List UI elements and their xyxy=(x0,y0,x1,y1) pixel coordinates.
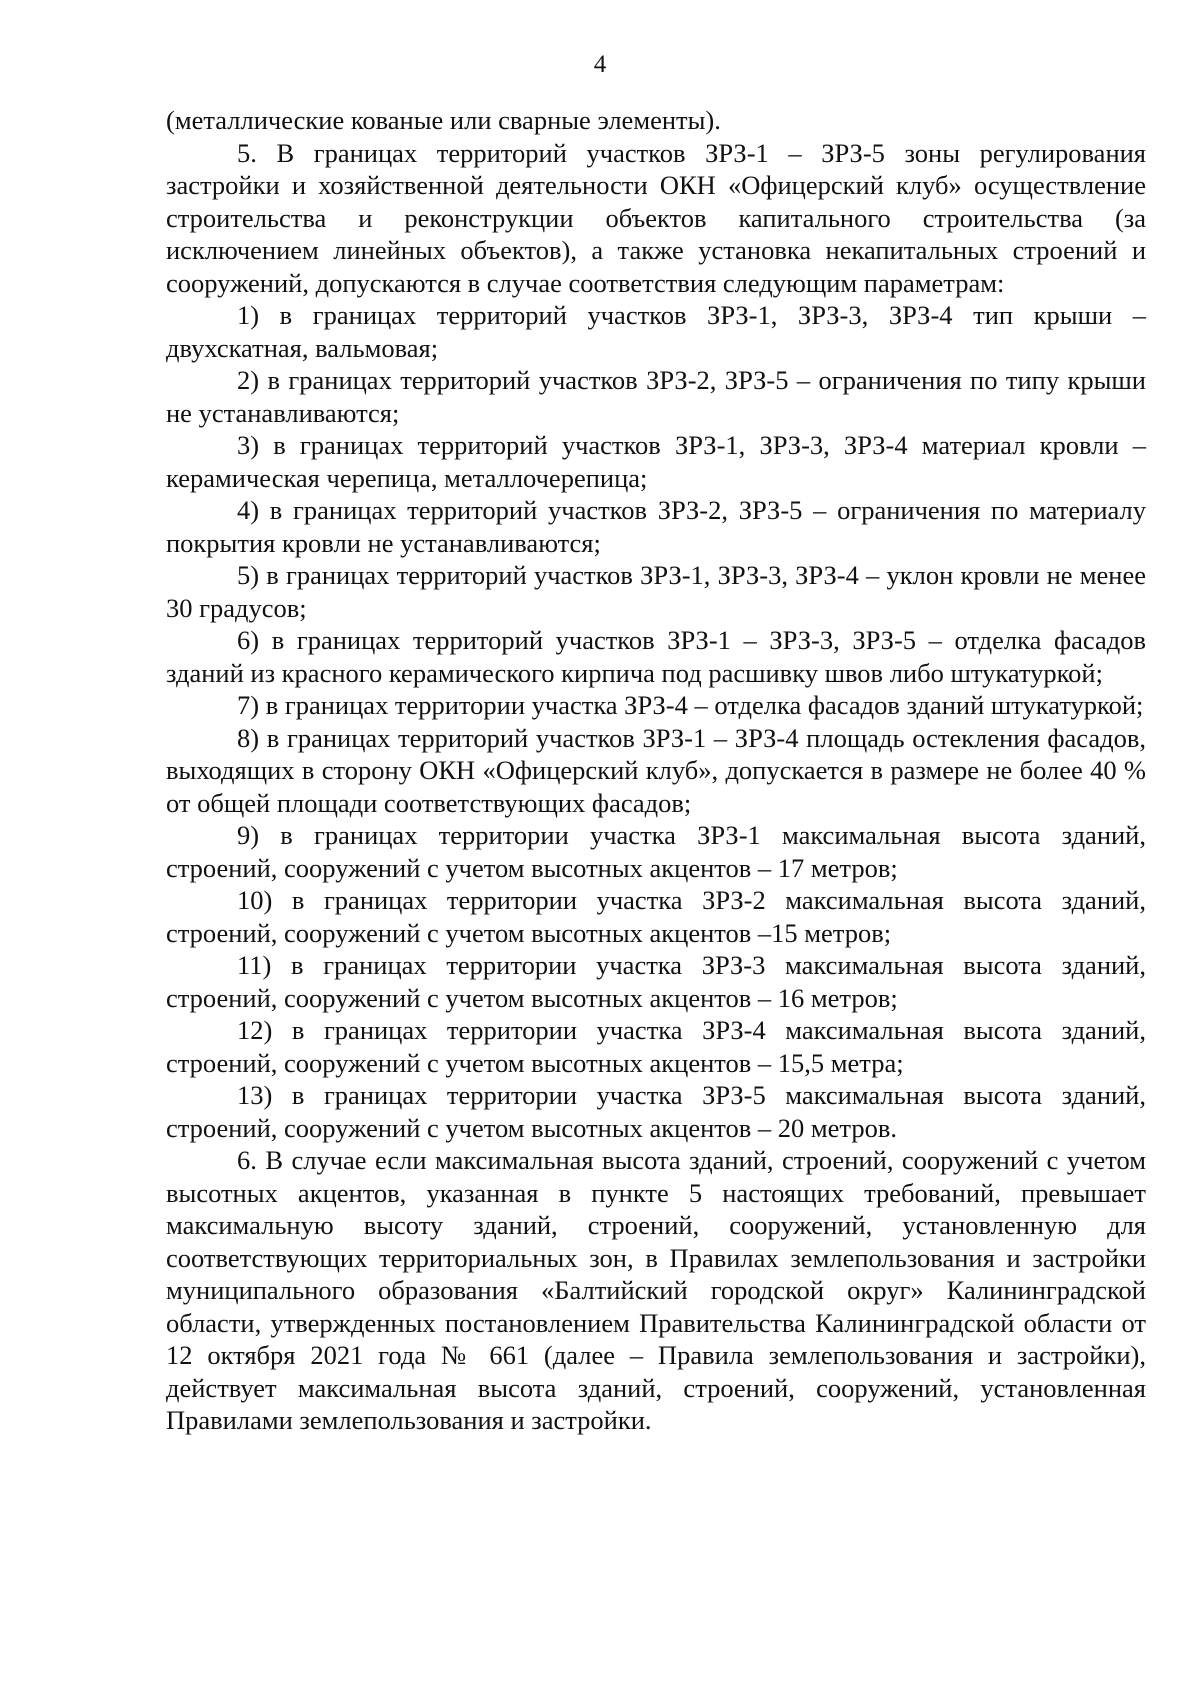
paragraph-item-6: 6. В случае если максимальная высота зданий, строений, сооружений с учетом высотных акцентов, указанная в пункте 5 настоящих требований, превышает максимальную высоту зданий, строений, сооружений, установленную для соответствующих территориальных зон, в Правилах землепользования и застройки муниципального образования «Балтийский городской округ» Калининградской области, утвержденных постановлением Правительства Калининградской области от 12 октября 2021 года № 661 (далее – Правила землепользования и застройки), действует максимальная высота зданий, строений, сооружений, установленная Правилами землепользования и застройки. xyxy=(166,1145,1146,1435)
page-number: 4 xyxy=(593,51,607,78)
paragraph-subitem-10: 10) в границах территории участка ЗРЗ-2 максимальная высота зданий, строений, сооружений с учетом высотных акцентов –15 метров; xyxy=(166,885,1146,948)
paragraph-item-5: 5. В границах территорий участков ЗРЗ-1 – ЗРЗ-5 зоны регулирования застройки и хозяйственной деятельности ОКН «Офицерский клуб» осуществление строительства и реконструкции объектов капитального строительства (за исключением линейных объектов), а также установка некапитальных строений и сооружений, допускаются в случае соответствия следующим параметрам: xyxy=(166,137,1146,298)
document-body xyxy=(166,104,1146,1437)
paragraph-subitem-4: 4) в границах территорий участков ЗРЗ-2, ЗРЗ-5 – ограничения по материалу покрытия кровли не устанавливаются; xyxy=(166,495,1146,558)
paragraph-subitem-7: 7) в границах территории участка ЗРЗ-4 – отделка фасадов зданий штукатуркой; xyxy=(237,690,1144,720)
paragraph-subitem-13: 13) в границах территории участка ЗРЗ-5 максимальная высота зданий, строений, сооружений с учетом высотных акцентов – 20 метров. xyxy=(166,1080,1146,1143)
paragraph-subitem-9: 9) в границах территории участка ЗРЗ-1 максимальная высота зданий, строений, сооружений с учетом высотных акцентов – 17 метров; xyxy=(166,820,1146,883)
paragraph-subitem-6: 6) в границах территорий участков ЗРЗ-1 – ЗРЗ-3, ЗРЗ-5 – отделка фасадов зданий из красного керамического кирпича под расшивку швов либо штукатуркой; xyxy=(166,625,1146,688)
paragraph-subitem-5: 5) в границах территорий участков ЗРЗ-1, ЗРЗ-3, ЗРЗ-4 – уклон кровли не менее 30 градусов; xyxy=(166,560,1146,623)
paragraph-subitem-11: 11) в границах территории участка ЗРЗ-3 максимальная высота зданий, строений, сооружений с учетом высотных акцентов – 16 метров; xyxy=(166,950,1146,1013)
paragraph-subitem-12: 12) в границах территории участка ЗРЗ-4 максимальная высота зданий, строений, сооружений с учетом высотных акцентов – 15,5 метра; xyxy=(166,1015,1146,1078)
paragraph-subitem-3: 3) в границах территорий участков ЗРЗ-1, ЗРЗ-3, ЗРЗ-4 материал кровли – керамическая черепица, металлочерепица; xyxy=(166,430,1146,493)
paragraph-subitem-2: 2) в границах территорий участков ЗРЗ-2, ЗРЗ-5 – ограничения по типу крыши не устанавливаются; xyxy=(166,365,1146,428)
paragraph-continuation: (металлические кованые или сварные элементы). xyxy=(166,105,721,135)
paragraph-subitem-8: 8) в границах территорий участков ЗРЗ-1 – ЗРЗ-4 площадь остекления фасадов, выходящих в сторону ОКН «Офицерский клуб», допускается в размере не более 40 % от общей площади соответствующих фасадов; xyxy=(166,722,1146,818)
paragraph-subitem-1: 1) в границах территорий участков ЗРЗ-1, ЗРЗ-3, ЗРЗ-4 тип крыши – двухскатная, вальмовая; xyxy=(166,300,1146,363)
